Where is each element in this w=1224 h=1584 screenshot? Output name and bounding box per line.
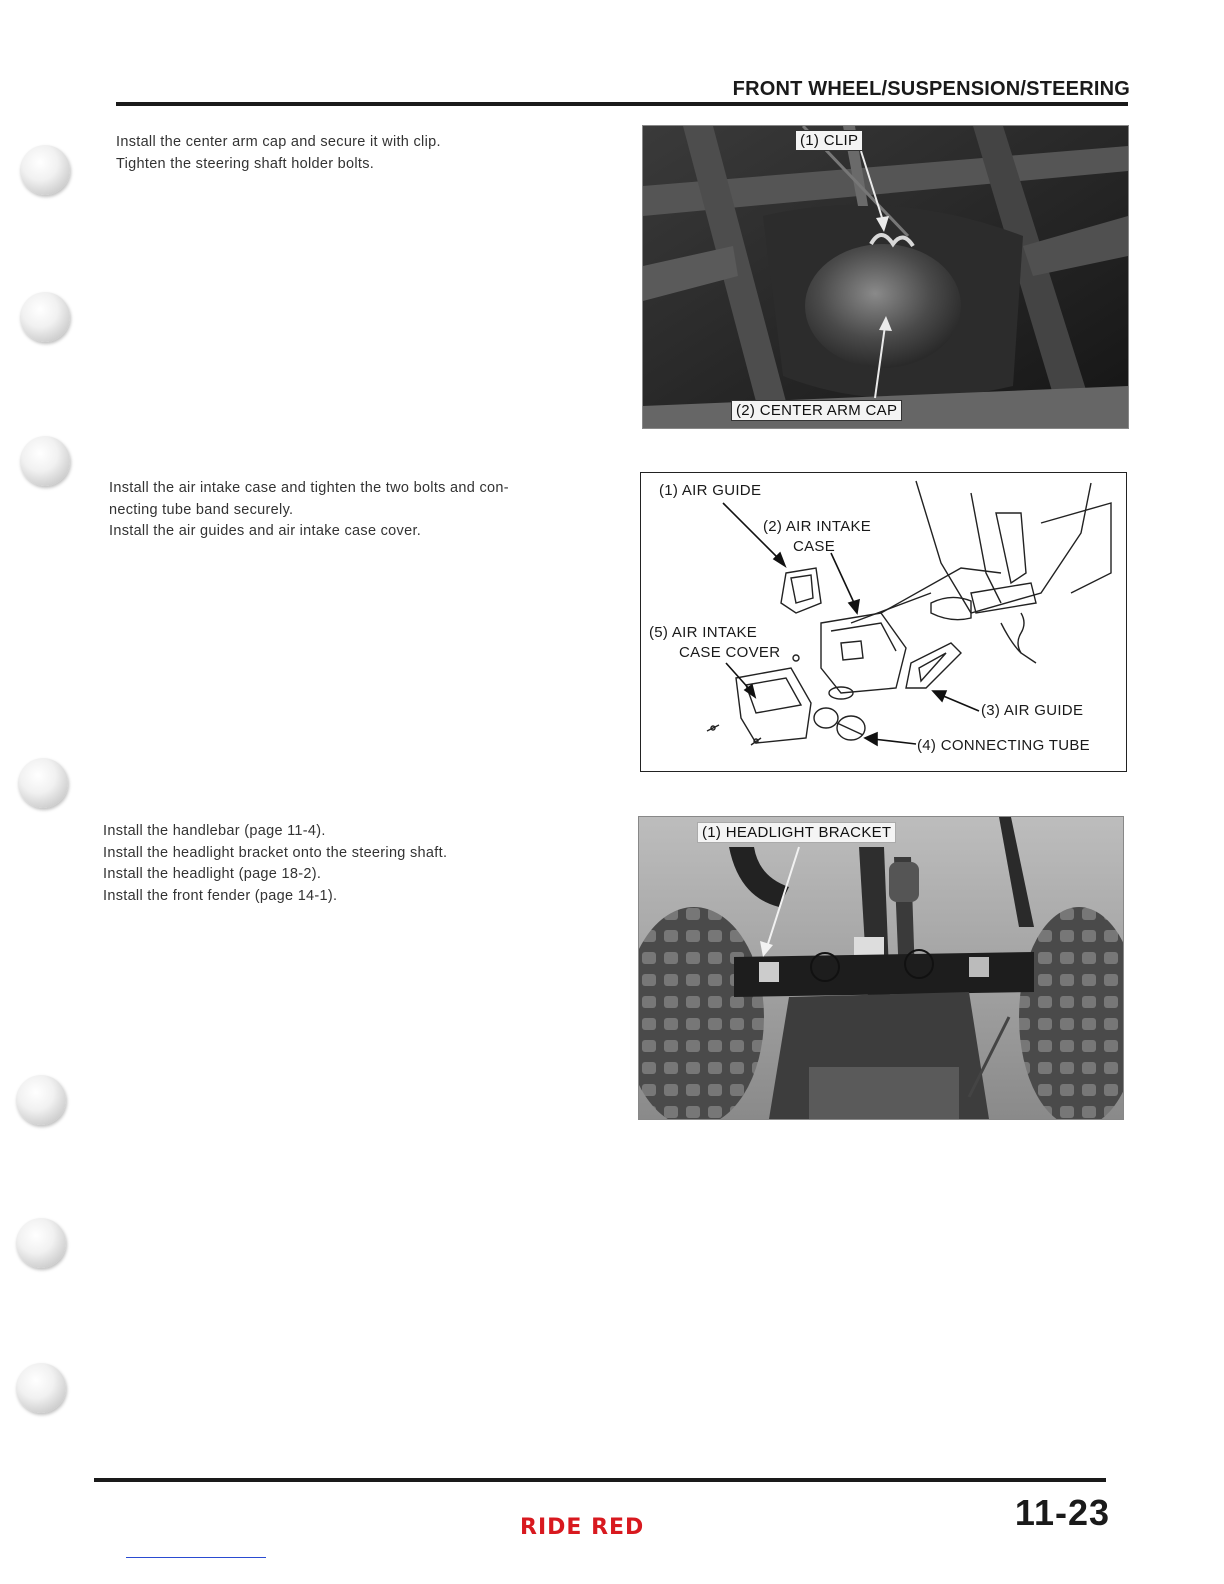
photo-center-arm-cap	[642, 125, 1129, 429]
binder-hole	[20, 436, 70, 486]
instruction-line: Install the center arm cap and secure it with clip.	[116, 134, 441, 150]
instruction-line: Install the handlebar (page 11-4).	[103, 823, 326, 839]
instruction-line: Install the headlight (page 18-2).	[103, 866, 322, 882]
label-air-intake-case-cover: (5) AIR INTAKE	[649, 624, 758, 641]
binder-hole	[20, 145, 70, 195]
label-air-intake-case-cover-line2: CASE COVER	[679, 644, 781, 661]
label-air-intake-case: (2) AIR INTAKE	[763, 518, 872, 535]
photo-illustration	[643, 126, 1128, 428]
footer-brand-logo: RIDE RED	[520, 1515, 645, 1540]
footer-link-underline	[126, 1557, 266, 1558]
label-air-guide-1: (1) AIR GUIDE	[659, 482, 762, 499]
label-headlight-bracket: (1) HEADLIGHT BRACKET	[697, 822, 896, 843]
label-connecting-tube: (4) CONNECTING TUBE	[917, 737, 1090, 754]
instruction-block-2	[109, 478, 509, 543]
label-air-guide-3: (3) AIR GUIDE	[981, 702, 1084, 719]
instruction-line: Tighten the steering shaft holder bolts.	[116, 155, 375, 172]
instruction-block-1	[116, 132, 441, 175]
binder-hole	[16, 1363, 66, 1413]
page-number: 11-23	[1014, 1492, 1110, 1533]
binder-hole	[16, 1075, 66, 1125]
instruction-line: Install the headlight bracket onto the steering shaft.	[103, 844, 448, 861]
instruction-line: necting tube band securely.	[109, 501, 294, 518]
instruction-block-3	[103, 821, 447, 907]
binder-hole	[16, 1218, 66, 1268]
label-air-intake-case-line2: CASE	[793, 538, 836, 555]
instruction-line: Install the air intake case and tighten the two bolts and con-	[109, 480, 509, 496]
exploded-view-drawing	[641, 473, 1126, 771]
label-center-arm-cap: (2) CENTER ARM CAP	[731, 400, 902, 421]
instruction-line: Install the front fender (page 14-1).	[103, 887, 338, 904]
photo-illustration	[639, 817, 1123, 1119]
page-header-title: FRONT WHEEL/SUSPENSION/STEERING	[732, 78, 1130, 100]
instruction-line: Install the air guides and air intake case cover.	[109, 523, 422, 539]
diagram-air-intake	[640, 472, 1127, 772]
photo-headlight-bracket	[638, 816, 1124, 1120]
footer-rule	[94, 1478, 1106, 1482]
label-clip: (1) CLIP	[795, 130, 863, 151]
header-rule	[116, 102, 1128, 106]
binder-hole	[18, 758, 68, 808]
binder-hole	[20, 292, 70, 342]
